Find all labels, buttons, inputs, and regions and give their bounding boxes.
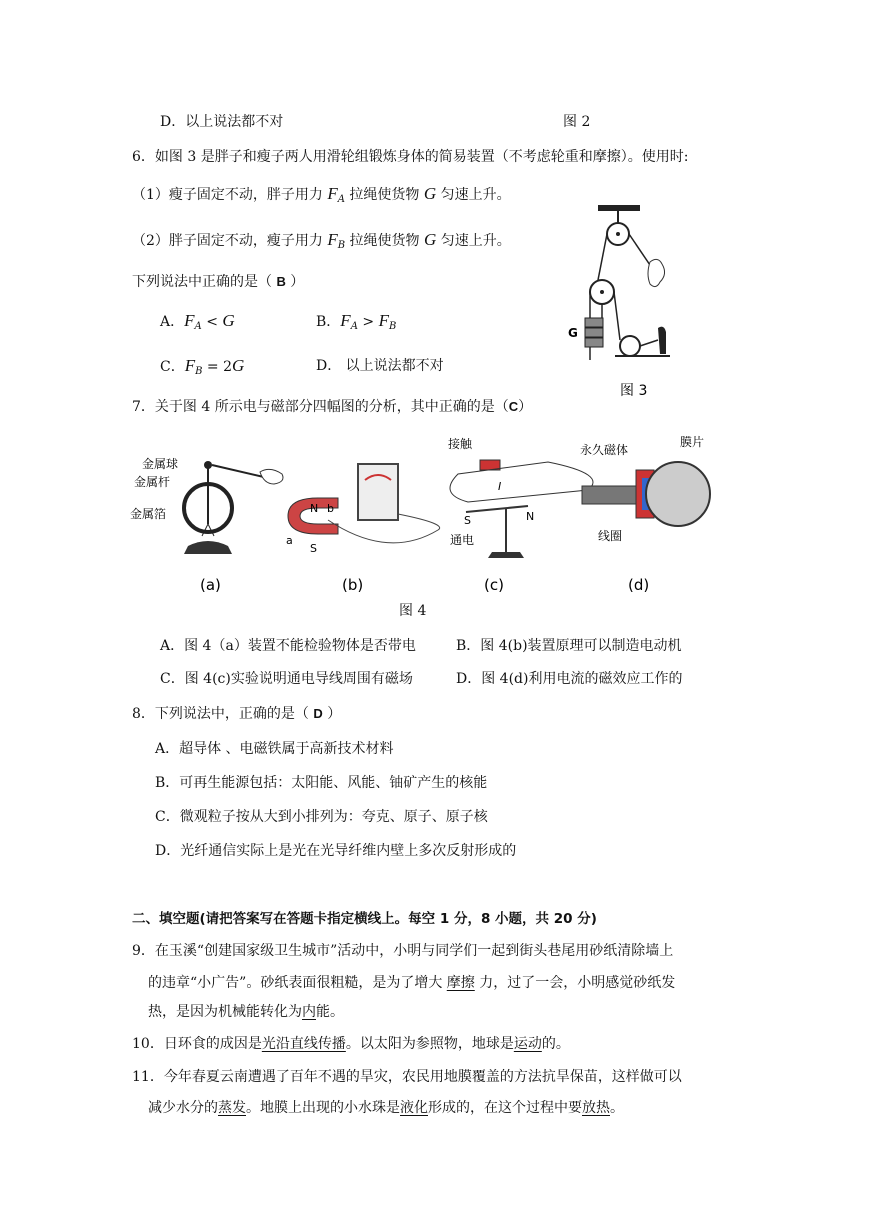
svg-text:N: N xyxy=(526,510,535,523)
svg-text:a: a xyxy=(286,534,293,547)
figure-4a-electroscope xyxy=(130,456,283,594)
q6-stem: 6．如图 3 是胖子和瘦子两人用滑轮组锻炼身体的简易装置（不考虑轮重和摩擦）。使用时: xyxy=(132,149,689,165)
svg-text:永久磁体: 永久磁体 xyxy=(580,443,629,457)
q8-option-d: D．光纤通信实际上是光在光导纤维内壁上多次反射形成的 xyxy=(155,843,517,859)
svg-text:金属球: 金属球 xyxy=(142,457,179,471)
figure-4-label: 图 4 xyxy=(399,603,427,619)
q11-line-2: 减少水分的蒸发。地膜上出现的小水珠是液化形成的，在这个过程中要放热。 xyxy=(148,1100,624,1116)
q6-answer: B xyxy=(276,274,286,289)
figure-4b-magnet xyxy=(286,464,440,594)
weight-g-label: G xyxy=(568,326,578,340)
thin-man xyxy=(648,259,665,286)
q11-answer-1: 蒸发 xyxy=(218,1100,246,1116)
q6-option-a: A．$F_A < G$ xyxy=(160,311,235,332)
q10-line: 10．日环食的成因是光沿直线传播。以太阳为参照物，地球是运动的。 xyxy=(132,1036,570,1052)
fat-man xyxy=(658,327,666,354)
figure-3-label: 图 3 xyxy=(620,383,648,399)
svg-text:线圈: 线圈 xyxy=(598,529,623,543)
q6-question: 下列说法中正确的是（ B ） xyxy=(132,274,305,290)
svg-text:(b): (b) xyxy=(342,576,364,594)
q8-option-c: C．微观粒子按从大到小排列为：夸克、原子、原子核 xyxy=(155,809,488,825)
svg-text:N: N xyxy=(310,502,319,515)
q11-answer-2: 液化 xyxy=(400,1100,428,1116)
q10-answer-1: 光沿直线传播 xyxy=(261,1036,346,1052)
q8-option-b: B．可再生能源包括：太阳能、风能、铀矿产生的核能 xyxy=(155,775,488,791)
svg-text:b: b xyxy=(327,502,334,515)
q11-line-1: 11．今年春夏云南遭遇了百年不遇的旱灾，农民用地膜覆盖的方法抗旱保苗，这样做可以 xyxy=(132,1069,682,1085)
q7-option-b: B．图 4(b)装置原理可以制造电动机 xyxy=(456,638,682,654)
svg-text:(c): (c) xyxy=(484,576,504,594)
figure-4c-oersted xyxy=(448,436,593,594)
floor-pulley xyxy=(620,336,640,356)
q6-condition-1: （1）瘦子固定不动，胖子用力 $F_A$ 拉绳使货物 G 匀速上升。 xyxy=(132,184,511,205)
q8-stem: 8．下列说法中，正确的是（ D ） xyxy=(132,706,342,722)
figure-3-pulley xyxy=(560,200,690,400)
svg-text:(d): (d) xyxy=(628,576,650,594)
q9-line-3: 热，是因为机械能转化为内能。 xyxy=(148,1004,344,1020)
q7-stem: 7．关于图 4 所示电与磁部分四幅图的分析，其中正确的是（C） xyxy=(132,399,533,415)
q9-line-2: 的违章“小广告”。砂纸表面很粗糙，是为了增大 摩擦 力，过了一会，小明感觉砂纸发 xyxy=(148,975,676,991)
q9-answer-2: 内 xyxy=(302,1004,316,1020)
q6-option-b: B．$F_A > F_B$ xyxy=(316,311,397,332)
q7-option-a: A．图 4（a）装置不能检验物体是否带电 xyxy=(160,638,416,654)
svg-text:S: S xyxy=(464,514,471,527)
svg-text:通电: 通电 xyxy=(450,533,475,547)
svg-text:接触: 接触 xyxy=(448,437,473,451)
svg-text:金属杆: 金属杆 xyxy=(134,475,171,489)
svg-text:S: S xyxy=(310,542,317,555)
q7-answer: C xyxy=(508,399,519,414)
q9-line-1: 9．在玉溪“创建国家级卫生城市”活动中，小明与同学们一起到街头巷尾用砂纸清除墙上 xyxy=(132,943,674,959)
svg-text:金属箔: 金属箔 xyxy=(130,507,167,521)
q6-option-c: C．$F_B = 2G$ xyxy=(160,356,245,377)
q6-condition-2: （2）胖子固定不动，瘦子用力 $F_B$ 拉绳使货物 G 匀速上升。 xyxy=(132,230,511,251)
figure-4 xyxy=(128,428,718,618)
q8-option-a: A．超导体 、电磁铁属于高新技术材料 xyxy=(155,741,394,757)
ceiling-beam xyxy=(598,205,640,211)
figure-2-label: 图 2 xyxy=(563,114,591,130)
q9-answer-1: 摩擦 xyxy=(446,975,475,991)
q5-option-d: D．以上说法都不对 xyxy=(160,114,284,130)
svg-text:(a): (a) xyxy=(200,576,221,594)
q10-answer-2: 运动 xyxy=(513,1036,542,1052)
q8-answer: D xyxy=(313,706,323,721)
svg-text:I: I xyxy=(498,480,502,493)
section-2-title: 二、填空题(请把答案写在答题卡指定横线上。每空 1 分，8 小题，共 20 分) xyxy=(132,911,597,927)
svg-text:膜片: 膜片 xyxy=(680,435,705,449)
q7-option-c: C．图 4(c)实验说明通电导线周围有磁场 xyxy=(160,671,413,687)
q11-answer-3: 放热 xyxy=(582,1100,610,1116)
figure-4d-microphone xyxy=(580,434,710,594)
q7-option-d: D．图 4(d)利用电流的磁效应工作的 xyxy=(456,671,683,687)
q6-option-d: D． 以上说法都不对 xyxy=(316,358,444,374)
